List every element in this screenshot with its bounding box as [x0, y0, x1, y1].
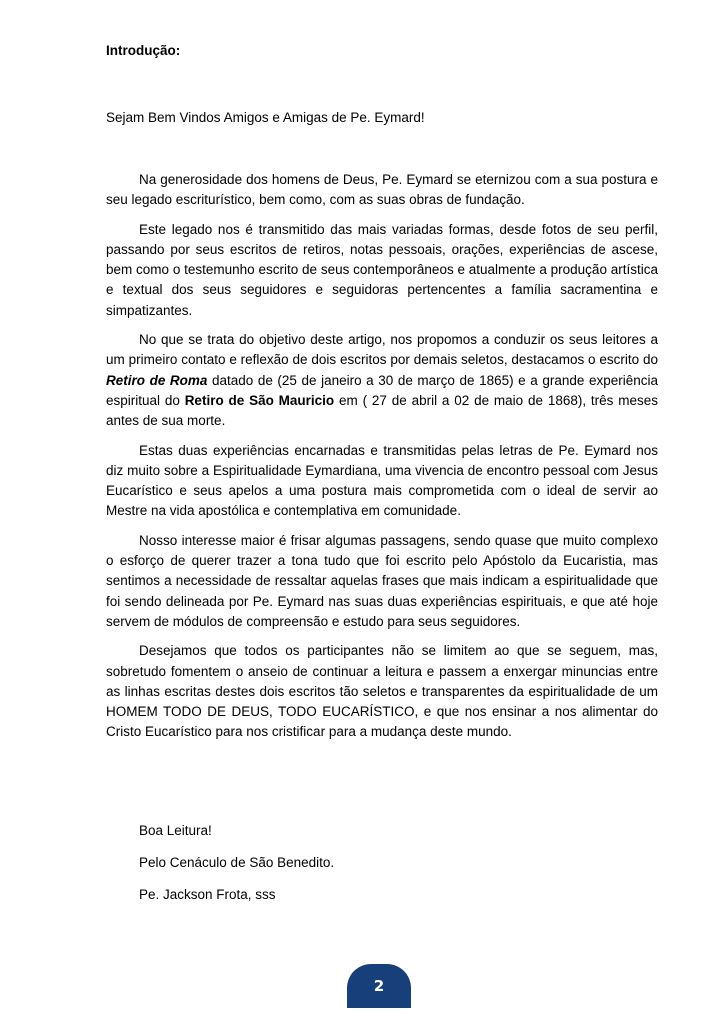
paragraph-6: Desejamos que todos os participantes não se limitem ao que se seguem, mas, sobretudo fomentem o anseio de continuar a leitura e passem a enxergar minuncias entre as linhas escritas destes dois escritos tão seletos e transparentes da espiritualidade de um HOMEM TODO DE DEUS, TODO EUCARÍSTICO, e que nos ensinar a nos alimentar do Cristo Eucarístico para nos cristificar para a mudança deste mundo.: [106, 643, 658, 740]
paragraph-5: Nosso interesse maior é frisar algumas passagens, sendo quase que muito complexo o esforço de querer trazer a tona tudo que foi escrito pelo Apóstolo da Eucaristia, mas sentimos a necessidade de ressaltar aquelas frases que mais indicam a espiritualidade que foi sendo delineada por Pe. Eymard nas suas duas experiências espirituais, e que até hoje servem de módulos de compreensão e estudo para seus seguidores.: [106, 532, 658, 629]
page-number-tab: 2: [347, 964, 411, 1008]
retiro-de-roma-emphasis: Retiro de Roma: [106, 372, 208, 388]
paragraph-3: [106, 330, 658, 431]
greeting-line: Sejam Bem Vindos Amigos e Amigas de Pe. Eymard!: [106, 110, 425, 125]
section-heading: Introdução:: [106, 43, 181, 58]
paragraph-3-text-a: No que se trata do objetivo deste artigo, nos propomos a conduzir os seus leitores a um primeiro contato e reflexão de dois escritos por demais seletos, destacamos o escrito do: [106, 332, 658, 368]
paragraph-1: Na generosidade dos homens de Deus, Pe. Eymard se eternizou com a sua postura e seu legado escriturístico, bem como, com as suas obras de fundação.: [106, 172, 658, 208]
closing-block: [139, 822, 334, 918]
paragraph-3-text-c: datado de (25 de janeiro a 30 de março de 1865) e a grande experiência espiritual do: [106, 372, 658, 408]
signature-line: Pe. Jackson Frota, sss: [139, 887, 276, 902]
paragraph-4: Estas duas experiências encarnadas e transmitidas pelas letras de Pe. Eymard nos diz muito sobre a Espiritualidade Eymardiana, uma vivencia de encontro pessoal com Jesus Eucarístico e seus apelos a uma postura mais comprometida com o ideal de servir ao Mestre na vida apostólica e contemplativa em comunidade.: [106, 442, 658, 519]
paragraph-3-text-e: em ( 27 de abril a 02 de maio de 1868), três meses antes de sua morte.: [106, 392, 659, 429]
closing-line-2: Pelo Cenáculo de São Benedito.: [139, 855, 335, 870]
retiro-sao-mauricio-emphasis: Retiro de São Mauricio: [184, 392, 335, 408]
closing-line-1: Boa Leitura!: [139, 823, 212, 838]
body-text: [106, 170, 658, 752]
paragraph-2: Este legado nos é transmitido das mais variadas formas, desde fotos de seu perfil, passando por seus escritos de retiros, notas pessoais, orações, experiências de ascese, bem como o testemunho escrito de seus contemporâneos e atualmente a produção artística e textual dos seus seguidores e seguidoras pertencentes a família sacramentina e simpatizantes.: [106, 221, 658, 318]
